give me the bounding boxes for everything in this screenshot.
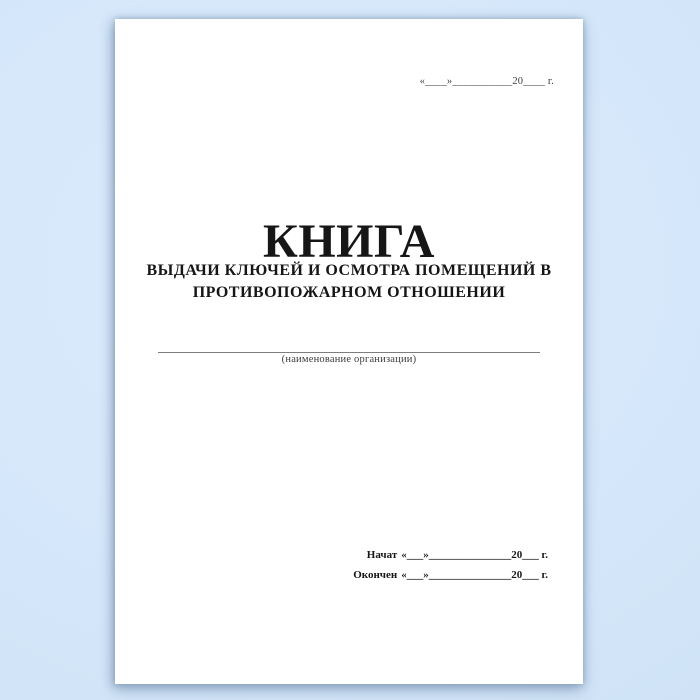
organization-caption: (наименование организации) [281,354,417,365]
document-cover-page [115,19,583,684]
organization-fill-line [158,339,540,353]
started-row [353,545,548,565]
start-end-dates-block [353,545,548,585]
approval-date-line: «____»___________20____ г. [419,76,554,87]
document-title: КНИГА [263,215,435,268]
document-subtitle [115,260,583,304]
started-label: Начат [366,549,398,561]
finished-value: «___»_______________20___ г. [401,569,548,581]
finished-label: Окончен [353,569,398,581]
organization-block [158,339,540,366]
subtitle-line-1: ВЫДАЧИ КЛЮЧЕЙ И ОСМОТРА ПОМЕЩЕНИЙ В [146,262,552,279]
subtitle-line-2: ПРОТИВОПОЖАРНОМ ОТНОШЕНИИ [192,284,506,301]
finished-row [353,565,548,585]
started-value: «___»_______________20___ г. [401,549,548,561]
